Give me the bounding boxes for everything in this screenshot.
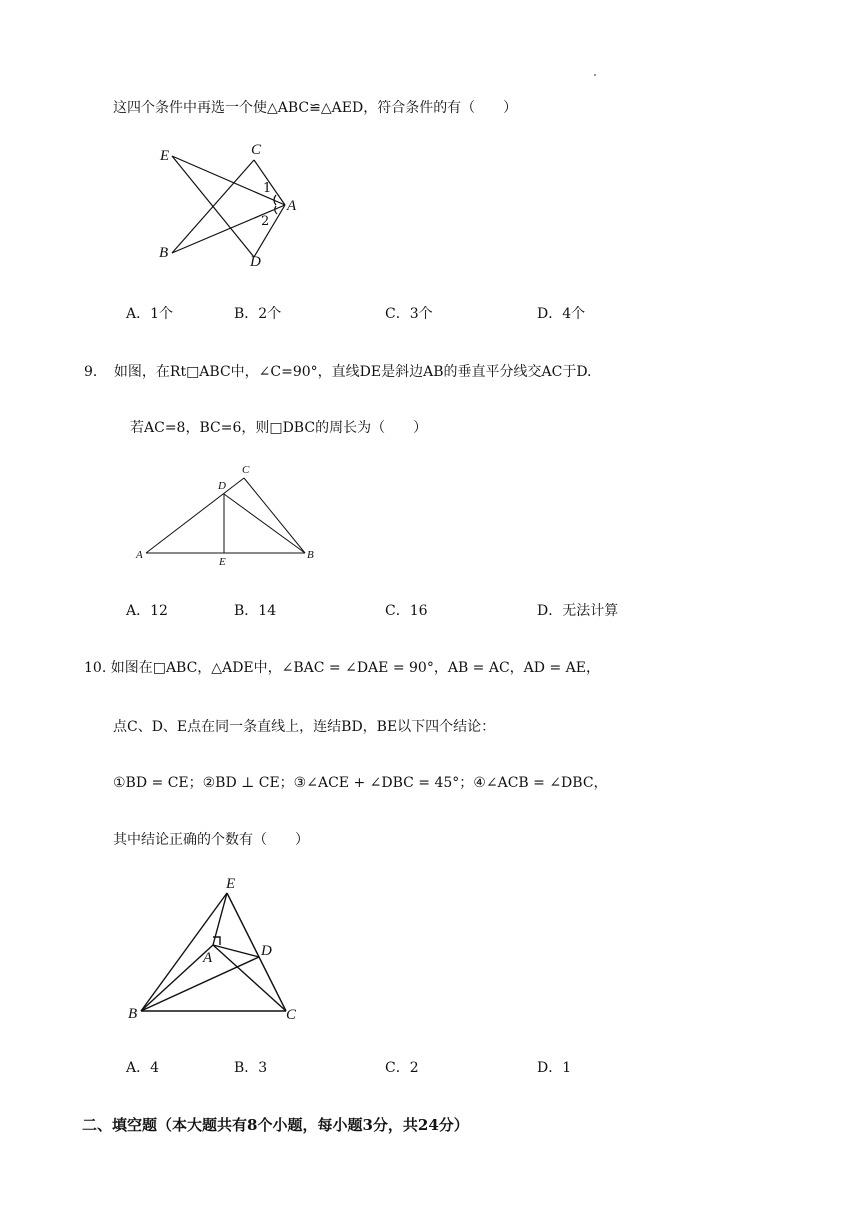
q10-figure [130, 880, 300, 1020]
section-2-title: 二、填空题（本大题共有8个小题，每小题3分，共24分） [82, 1116, 469, 1134]
q10-option-d: D．1 [537, 1060, 572, 1076]
q8-option-a: A．1个 [126, 306, 174, 322]
q9-figure [140, 470, 320, 560]
q8-angle-1: 1 [263, 181, 272, 196]
q10-option-b: B．3 [234, 1060, 268, 1076]
q9-option-d: D．无法计算 [537, 603, 619, 619]
q8-option-d: D．4个 [537, 306, 586, 322]
q10-option-c: C．2 [385, 1060, 419, 1076]
q10-label-E: E [226, 876, 236, 892]
q10-line4: 其中结论正确的个数有（ ） [113, 832, 309, 848]
q10-label-D: D [261, 943, 272, 959]
q10-line2: 点C、D、E点在同一条直线上，连结BD，BE以下四个结论： [113, 719, 496, 735]
q10-label-C: C [286, 1007, 297, 1023]
q9-label-B: B [307, 549, 314, 561]
q8-label-E: E [160, 148, 170, 164]
q10-line3: ①BD = CE；②BD ⊥ CE；③∠ACE + ∠DBC = 45°；④∠ACB = ∠DBC， [113, 775, 608, 791]
q8-label-D: D [250, 254, 261, 270]
q8-stem: 这四个条件中再选一个使△ABC≌△AED，符合条件的有（ ） [113, 100, 518, 116]
q8-label-B: B [159, 245, 169, 261]
q10-label-A: A [203, 950, 213, 966]
scan-dot [594, 74, 596, 76]
q10-option-a: A．4 [126, 1060, 160, 1076]
q8-label-A: A [287, 198, 297, 214]
q9-label-C: C [242, 464, 250, 476]
q9-option-c: C．16 [385, 603, 428, 619]
q9-label-D: D [218, 480, 226, 492]
q9-label-E: E [219, 556, 226, 568]
q9-label-A: A [136, 549, 143, 561]
q10-line1: 10. 如图在□ABC，△ADE中，∠BAC = ∠DAE = 90°，AB = AC，AD = AE， [84, 660, 600, 676]
q8-option-b: B．2个 [234, 306, 282, 322]
q8-label-C: C [251, 142, 262, 158]
q8-angle-2: 2 [261, 214, 270, 229]
q8-option-c: C．3个 [385, 306, 433, 322]
q9-option-b: B．14 [234, 603, 277, 619]
q9-option-a: A．12 [126, 603, 168, 619]
q10-label-B: B [128, 1006, 138, 1022]
q9-line2: 若AC=8，BC=6，则□DBC的周长为（ ） [130, 420, 428, 436]
q9-line1: 9． 如图，在Rt□ABC中，∠C=90°，直线DE是斜边AB的垂直平分线交AC于D. [84, 364, 592, 380]
